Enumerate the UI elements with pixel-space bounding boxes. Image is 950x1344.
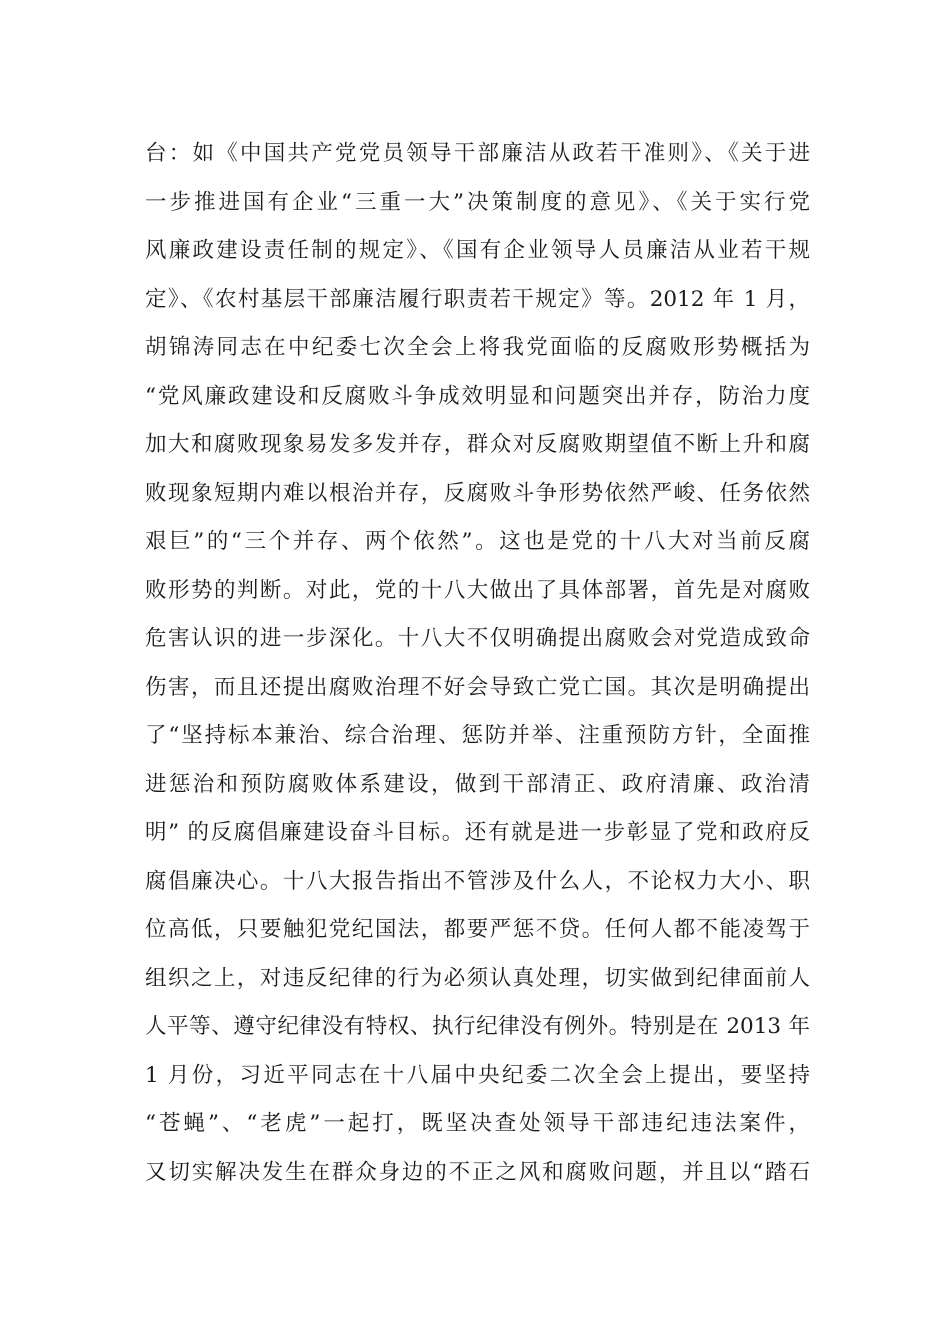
text-line-21: “苍蝇”、“老虎”一起打，既坚决查处领导干部违纪违法案件， xyxy=(145,1111,810,1136)
text-line-18: 组织之上，对违反纪律的行为必须认真处理，切实做到纪律面前人 xyxy=(145,965,810,991)
text-line-7: 加大和腐败现象易发多发并存，群众对反腐败期望值不断上升和腐 xyxy=(145,432,810,457)
text-line-22: 又切实解决发生在群众身边的不正之风和腐败问题，并且以“踏石 xyxy=(145,1159,810,1185)
text-line-11: 危害认识的进一步深化。十八大不仅明确提出腐败会对党造成致命 xyxy=(145,626,810,651)
text-line-4: 定》、《农村基层干部廉洁履行职责若干规定》等。2012 年 1 月， xyxy=(145,286,810,312)
text-line-15: 明” 的反腐倡廉建设奋斗目标。还有就是进一步彰显了党和政府反 xyxy=(145,820,810,845)
text-line-5: 胡锦涛同志在中纪委七次全会上将我党面临的反腐败形势概括为 xyxy=(145,335,810,360)
text-line-17: 位高低，只要触犯党纪国法，都要严惩不贷。任何人都不能凌驾于 xyxy=(145,917,810,942)
text-line-14: 进惩治和预防腐败体系建设，做到干部清正、政府清廉、政治清 xyxy=(145,771,810,797)
text-line-10: 败形势的判断。对此，党的十八大做出了具体部署，首先是对腐败 xyxy=(145,577,810,603)
text-line-16: 腐倡廉决心。十八大报告指出不管涉及什么人，不论权力大小、职 xyxy=(145,868,810,894)
text-line-8: 败现象短期内难以根治并存，反腐败斗争形势依然严峻、任务依然 xyxy=(145,480,810,506)
text-line-1: 台：如《中国共产党党员领导干部廉洁从政若干准则》、《关于进 xyxy=(145,141,810,166)
text-line-3: 风廉政建设责任制的规定》、《国有企业领导人员廉洁从业若干规 xyxy=(145,238,810,263)
text-line-13: 了“坚持标本兼治、综合治理、惩防并举、注重预防方针，全面推 xyxy=(145,723,810,748)
text-line-12: 伤害，而且还提出腐败治理不好会导致亡党亡国。其次是明确提出 xyxy=(145,674,810,700)
text-line-6: “党风廉政建设和反腐败斗争成效明显和问题突出并存，防治力度 xyxy=(145,383,810,409)
text-line-20: 1 月份，习近平同志在十八届中央纪委二次全会上提出，要坚持 xyxy=(145,1062,810,1088)
text-line-2: 一步推进国有企业“三重一大”决策制度的意见》、《关于实行党 xyxy=(145,189,810,215)
text-line-9: 艰巨”的“三个并存、两个依然”。这也是党的十八大对当前反腐 xyxy=(145,529,810,554)
text-line-19: 人平等、遵守纪律没有特权、执行纪律没有例外。特别是在 2013 年 xyxy=(145,1014,810,1039)
body-paragraph xyxy=(145,130,810,1197)
